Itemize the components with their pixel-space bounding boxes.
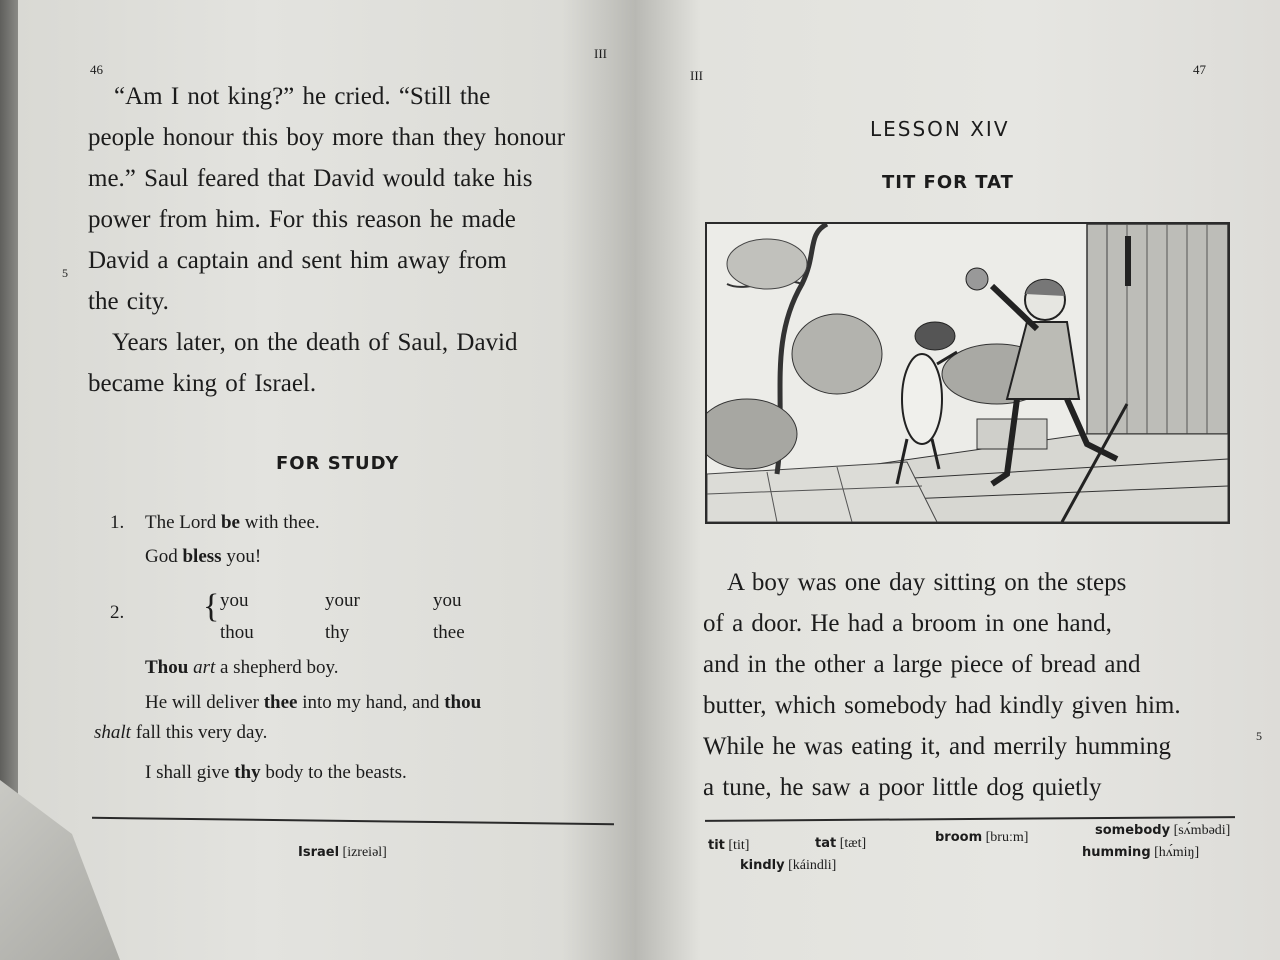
glossary-entry-kindly: kindly [káindli] <box>740 858 837 873</box>
left-paragraph-1 <box>88 76 616 322</box>
illustration-svg <box>707 224 1228 522</box>
study-line: God bless you! <box>145 546 262 567</box>
study-word: you <box>433 590 462 611</box>
lesson-paragraph <box>703 562 1243 808</box>
study-number: 2. <box>110 602 125 623</box>
text-line: of a door. He had a broom in one hand, <box>703 610 1112 637</box>
glossary-entry-tat: tat [tæt] <box>815 836 867 851</box>
study-heading: FOR STUDY <box>276 453 400 474</box>
glossary-entry-tit: tit [tit] <box>708 838 750 853</box>
text-line: power from him. For this reason he made <box>88 206 516 233</box>
text-line: While he was eating it, and merrily humming <box>703 733 1172 760</box>
glossary-entry-somebody: somebody [sʌ́mbədi] <box>1095 823 1231 838</box>
text-line: “Am I not king?” he cried. “Still the <box>114 83 491 110</box>
glossary-entry-humming: humming [hʌ́miŋ] <box>1082 845 1200 860</box>
study-word: thy <box>325 622 350 643</box>
study-sentence: Thou art a shepherd boy. <box>145 657 339 678</box>
study-line: The Lord be with thee. <box>145 512 320 533</box>
text-line: Years later, on the death of Saul, David <box>112 329 518 356</box>
study-sentence: I shall give thy body to the beasts. <box>145 762 407 783</box>
text-line: A boy was one day sitting on the steps <box>727 569 1127 596</box>
page-number-right: 47 <box>1193 62 1206 77</box>
text-line: David a captain and sent him away from <box>88 247 507 274</box>
study-word: you <box>220 590 249 611</box>
line-number: 5 <box>62 266 68 280</box>
study-sentence: shalt fall this very day. <box>94 722 268 743</box>
study-word: thou <box>220 622 254 643</box>
study-sentence: He will deliver thee into my hand, and thou <box>145 692 482 713</box>
gloss-entry: Israel [izreiəl] <box>298 845 387 860</box>
text-line: the city. <box>88 288 169 315</box>
brace-glyph: { <box>203 588 220 625</box>
page-number-left: 46 <box>90 62 103 77</box>
text-line: and in the other a large piece of bread and <box>703 651 1141 678</box>
text-line: people honour this boy more than they honour <box>88 124 566 151</box>
text-line: became king of Israel. <box>88 370 317 397</box>
study-word: your <box>325 590 360 611</box>
line-number: 5 <box>1256 729 1262 743</box>
glossary-entry-broom: broom [bruːm] <box>935 830 1029 845</box>
lesson-subtitle: TIT FOR TAT <box>882 172 1014 193</box>
study-number: 1. <box>110 512 125 533</box>
text-line: a tune, he saw a poor little dog quietly <box>703 774 1102 801</box>
running-mark-right: III <box>690 68 703 83</box>
running-mark-left: III <box>594 46 607 61</box>
boy-with-dog-illustration <box>705 222 1230 524</box>
text-line: me.” Saul feared that David would take his <box>88 165 533 192</box>
study-word: thee <box>433 622 465 643</box>
text-line: butter, which somebody had kindly given him. <box>703 692 1181 719</box>
lesson-title: LESSON XIV <box>870 117 1010 141</box>
left-paragraph-2 <box>88 322 616 404</box>
